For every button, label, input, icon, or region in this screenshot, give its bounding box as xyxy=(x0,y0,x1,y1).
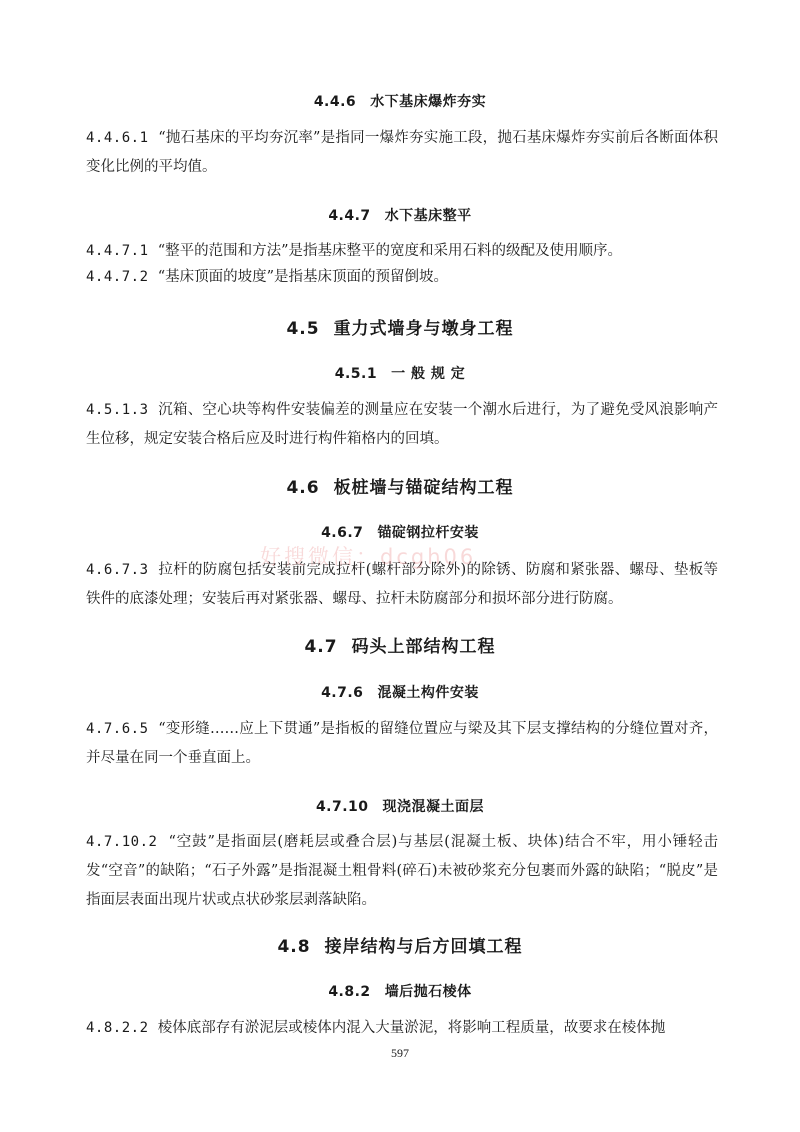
clause-paragraph: 4.8.2.2 棱体底部存有淤泥层或棱体内混入大量淤泥，将影响工程质量，故要求在棱体抛 xyxy=(86,1020,666,1036)
page-number: 597 xyxy=(391,1046,409,1060)
chapter-heading: 4.5 重力式墙身与墩身工程 xyxy=(286,319,514,339)
clause-paragraph: 4.6.7.3 拉杆的防腐包括安装前完成拉杆(螺杆部分除外)的除锈、防腐和紧张器、螺母、垫板等铁件的底漆处理；安装后再对紧张器、螺母、拉杆未防腐部分和损坏部分进行防腐。 xyxy=(86,562,719,607)
clause-paragraph: 4.5.1.3 沉箱、空心块等构件安装偏差的测量应在安装一个潮水后进行，为了避免受风浪影响产生位移，规定安装合格后应及时进行构件箱格内的回填。 xyxy=(86,402,719,447)
clause-paragraph: 4.7.6.5 “变形缝……应上下贯通”是指板的留缝位置应与梁及其下层支撑结构的分缝位置对齐，并尽量在同一个垂直面上。 xyxy=(86,721,719,766)
chapter-heading: 4.8 接岸结构与后方回填工程 xyxy=(277,937,523,957)
chapter-heading: 4.7 码头上部结构工程 xyxy=(304,637,496,657)
clause-paragraph: 4.4.6.1 “抛石基床的平均夯沉率”是指同一爆炸夯实施工段，抛石基床爆炸夯实前后各断面体积变化比例的平均值。 xyxy=(86,130,719,175)
clause-paragraph: 4.4.7.1 “整平的范围和方法”是指基床整平的宽度和采用石料的级配及使用顺序。 xyxy=(86,243,623,259)
clause-paragraph: 4.7.10.2 “空鼓”是指面层(磨耗层或叠合层)与基层(混凝土板、块体)结合不牢，用小锤轻击发“空音”的缺陷；“石子外露”是指混凝土粗骨料(碎石)未被砂浆充分包裹而外露的缺陷；“脱皮”是指面层表面出现片状或点状砂浆层剥落缺陷。 xyxy=(86,834,719,908)
section-heading: 4.7.10 现浇混凝土面层 xyxy=(315,799,485,815)
section-heading: 4.8.2 墙后抛石棱体 xyxy=(328,984,472,1000)
section-heading: 4.6.7 锚碇钢拉杆安装 xyxy=(321,525,479,541)
section-heading: 4.4.6 水下基床爆炸夯实 xyxy=(313,94,487,110)
clause-paragraph: 4.4.7.2 “基床顶面的坡度”是指基床顶面的预留倒坡。 xyxy=(86,269,449,285)
chapter-heading: 4.6 板桩墙与锚碇结构工程 xyxy=(286,478,514,498)
section-heading: 4.7.6 混凝土构件安装 xyxy=(321,685,479,701)
section-heading: 4.4.7 水下基床整平 xyxy=(328,208,472,224)
section-heading: 4.5.1 一 般 规 定 xyxy=(334,366,466,382)
watermark: 好搜微信：dcgh06 xyxy=(260,545,477,569)
